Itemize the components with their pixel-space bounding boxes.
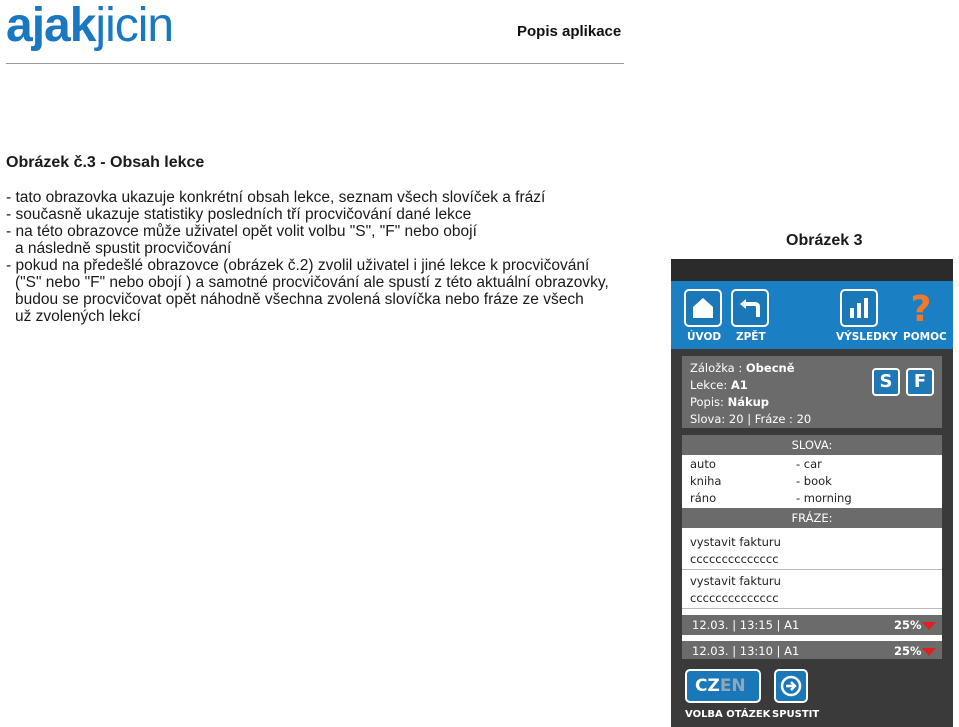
history-percent: 25% <box>894 644 922 658</box>
phrase-divider <box>682 569 942 570</box>
history-info: 12.03. | 13:15 | A1 <box>692 618 800 632</box>
results-label: VÝSLEDKY <box>836 331 898 343</box>
phrase-line: cccccccccccccc <box>690 591 779 605</box>
body-line: - současně ukazuje statistiky posledních tří procvičování dané lekce <box>6 206 472 223</box>
home-label: ÚVOD <box>687 331 722 343</box>
question-mark-icon <box>903 289 939 329</box>
body-line: budou se procvičovat opět náhodně všechna zvolená slovíčka nebo fráze ze všech <box>15 291 584 308</box>
back-button[interactable] <box>731 289 769 327</box>
down-triangle-icon <box>922 648 936 656</box>
header-divider <box>6 63 624 64</box>
words-header: SLOVA: <box>682 435 942 455</box>
lesson-value: A1 <box>730 378 748 392</box>
words-toggle-s[interactable]: S <box>872 368 900 396</box>
body-line: a následně spustit procvičování <box>15 240 232 257</box>
page-title: Popis aplikace <box>517 23 622 40</box>
home-icon <box>690 295 716 321</box>
help-label: POMOC <box>903 331 947 343</box>
svg-text:?: ? <box>910 289 932 329</box>
start-arrow-icon <box>779 674 803 698</box>
description-label: Popis: <box>690 395 728 409</box>
question-choice-label: VOLBA OTÁZEK <box>685 709 771 720</box>
bar-chart-icon <box>846 295 872 321</box>
start-button[interactable] <box>774 669 808 703</box>
phrase-line: vystavit fakturu <box>690 574 781 588</box>
word-en: - book <box>796 474 832 488</box>
description-value: Nákup <box>727 395 770 409</box>
language-select-button[interactable] <box>685 669 761 703</box>
word-cz: ráno <box>690 491 717 505</box>
bookmark-row <box>690 361 795 375</box>
app-screenshot <box>671 259 953 727</box>
word-cz: auto <box>690 457 716 471</box>
logo-part-jicin: jicin <box>95 0 174 52</box>
start-label: SPUSTIT <box>772 709 820 720</box>
down-triangle-icon <box>922 622 936 630</box>
body-line: ("S" nebo "F" nebo obojí ) a samotné procvičování ale spustí z této aktuální obrazovky, <box>15 274 609 291</box>
lesson-label: Lekce: <box>690 378 731 392</box>
bookmark-label: Záložka : <box>690 361 746 375</box>
results-button[interactable] <box>840 289 878 327</box>
app-bottom-bar <box>671 659 953 727</box>
history-row[interactable] <box>682 641 942 661</box>
body-line: - pokud na předešlé obrazovce (obrázek č.2) zvolil uživatel i jiné lekce k procvičování <box>6 257 590 274</box>
back-arrow-icon <box>737 295 763 321</box>
back-label: ZPĚT <box>736 331 766 343</box>
word-en: - morning <box>796 491 852 505</box>
phrases-toggle-f[interactable]: F <box>906 368 934 396</box>
phrases-header: FRÁZE: <box>682 508 942 528</box>
lesson-content <box>671 349 953 669</box>
lesson-row <box>690 378 748 392</box>
body-line: - tato obrazovka ukazuje konkrétní obsah lekce, seznam všech slovíček a frází <box>6 189 546 206</box>
body-line: už zvolených lekcí <box>15 308 141 325</box>
bookmark-value: Obecně <box>745 361 795 375</box>
phrase-line: cccccccccccccc <box>690 552 779 566</box>
word-cz: kniha <box>690 474 722 488</box>
section-heading: Obrázek č.3 - Obsah lekce <box>6 154 205 171</box>
figure-caption: Obrázek 3 <box>786 232 863 249</box>
history-row[interactable] <box>682 615 942 635</box>
ajakjicin-logo <box>6 0 173 52</box>
logo-part-ajak: ajak <box>6 0 96 52</box>
lang-cz: CZ <box>695 676 720 696</box>
word-en: - car <box>796 457 822 471</box>
help-button[interactable] <box>903 289 939 329</box>
phrase-divider <box>682 608 942 609</box>
app-toolbar <box>671 281 953 349</box>
lang-en: EN <box>719 676 746 696</box>
status-bar <box>671 259 953 281</box>
counts-row: Slova: 20 | Fráze : 20 <box>690 412 812 426</box>
history-info: 12.03. | 13:10 | A1 <box>692 644 800 658</box>
lesson-info-panel <box>682 356 942 428</box>
history-percent: 25% <box>894 618 922 632</box>
home-button[interactable] <box>684 289 722 327</box>
phrase-line: vystavit fakturu <box>690 535 781 549</box>
description-row <box>690 395 769 409</box>
section-body <box>6 189 616 325</box>
body-line: - na této obrazovce může uživatel opět volit volbu "S", "F" nebo obojí <box>6 223 477 240</box>
